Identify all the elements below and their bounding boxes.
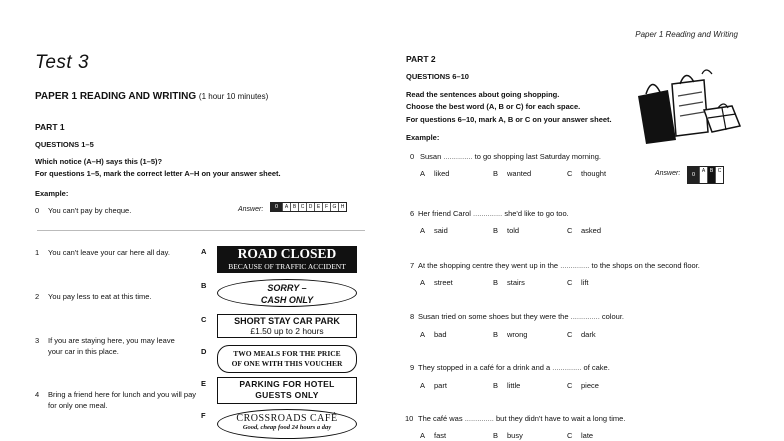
option-text: liked	[434, 169, 450, 178]
question-text-after: to go shopping last Saturday morning.	[474, 152, 601, 161]
answer-blank: ..............	[464, 414, 494, 423]
running-header: Paper 1 Reading and Writing	[635, 30, 738, 39]
answer-cell-b: B	[708, 167, 716, 183]
option-text: late	[581, 431, 594, 440]
question-text-before: They stopped in a café for a drink and a	[418, 363, 551, 372]
part1-divider	[37, 230, 365, 231]
question-text	[418, 260, 700, 271]
option-text: asked	[581, 226, 602, 235]
option-letter: A	[420, 278, 426, 287]
option-letter: B	[493, 381, 499, 390]
question-text-after: but they didn't have to wait a long time.	[495, 414, 626, 423]
question-number: 1	[35, 248, 40, 257]
option-text: thought	[581, 169, 607, 178]
question-number: 10	[405, 414, 414, 423]
question-text	[418, 362, 610, 373]
option-text: street	[434, 278, 453, 287]
notice-b-line2: CASH ONLY	[260, 295, 314, 305]
shopping-bags-illustration	[632, 66, 750, 146]
notice-c-line1: SHORT STAY CAR PARK	[234, 316, 340, 326]
part1-answer-label: Answer:	[238, 206, 264, 213]
notice-f	[217, 409, 357, 439]
question-text-after: of cake.	[583, 363, 610, 372]
notice-e-line1: PARKING FOR HOTEL	[239, 379, 335, 389]
paper-title	[35, 91, 268, 102]
question-number: 4	[35, 390, 40, 399]
option-letter: C	[567, 278, 573, 287]
answer-cell-d: D	[307, 203, 315, 211]
part1-title: PART 1	[35, 122, 65, 132]
question-text	[418, 311, 624, 322]
option-text: said	[434, 226, 448, 235]
answer-cell-e: E	[315, 203, 323, 211]
question-text-after: colour.	[601, 312, 624, 321]
question-number: 7	[410, 261, 415, 270]
answer-grid-number: 0	[271, 203, 283, 211]
notice-a	[217, 246, 357, 273]
answer-blank: ..............	[552, 363, 582, 372]
option-letter: C	[567, 330, 573, 339]
answer-blank: ..............	[560, 261, 590, 270]
option-letter: C	[567, 226, 573, 235]
notice-d-line1: TWO MEALS FOR THE PRICE	[233, 349, 341, 358]
notice-letter: B	[201, 281, 207, 290]
part1-example-number: 0	[35, 206, 40, 215]
option-text: told	[507, 226, 520, 235]
answer-cell-a: A	[700, 167, 708, 183]
option-letter: B	[493, 330, 499, 339]
notice-letter: A	[201, 247, 207, 256]
notice-d	[217, 345, 357, 373]
option-letter: A	[420, 381, 426, 390]
question-number: 0	[410, 152, 415, 161]
option-letter: A	[420, 226, 426, 235]
answer-cell-h: H	[340, 204, 345, 210]
notice-a-line2: BECAUSE OF TRAFFIC ACCIDENT	[228, 262, 346, 271]
part2-instruction-1: Read the sentences about going shopping.	[406, 90, 560, 99]
question-number: 2	[35, 292, 40, 301]
part1-instruction-1: Which notice (A–H) says this (1–5)?	[35, 157, 163, 166]
option-letter: C	[567, 381, 573, 390]
option-text: part	[434, 381, 447, 390]
notice-d-line2: OF ONE WITH THIS VOUCHER	[231, 359, 343, 368]
question-text-after: to the shops on the second floor.	[591, 261, 700, 270]
option-text: dark	[581, 330, 596, 339]
option-letter: A	[420, 431, 426, 440]
notice-b	[217, 279, 357, 307]
question-text-before: Her friend Carol	[418, 209, 471, 218]
notice-letter: C	[201, 315, 207, 324]
question-text	[418, 208, 569, 219]
notice-b-line1: SORRY –	[267, 283, 307, 293]
notice-e	[217, 377, 357, 404]
answer-cell-f: F	[323, 203, 331, 211]
option-text: fast	[434, 431, 447, 440]
notice-e-line2: GUESTS ONLY	[255, 390, 319, 400]
option-text: stairs	[507, 278, 525, 287]
notice-letter: D	[201, 347, 207, 356]
answer-blank: ..............	[570, 312, 600, 321]
option-text: busy	[507, 431, 523, 440]
question-number: 3	[35, 336, 40, 345]
question-number: 6	[410, 209, 415, 218]
part2-example-label: Example:	[406, 133, 440, 142]
part1-example-text: You can't pay by cheque.	[48, 206, 132, 215]
option-letter: B	[493, 226, 499, 235]
notice-letter: E	[201, 379, 207, 388]
paper-duration: (1 hour 10 minutes)	[198, 92, 269, 101]
question-text: If you are staying here, you may leave your car in this place.	[48, 336, 175, 356]
notice-f-line1: CROSSROADS CAFÉ	[236, 413, 338, 424]
question-text: You pay less to eat at this time.	[48, 292, 152, 301]
answer-blank: ..............	[473, 209, 503, 218]
question-number: 9	[410, 363, 415, 372]
option-letter: A	[420, 169, 426, 178]
option-letter: B	[493, 278, 499, 287]
option-letter: A	[420, 330, 426, 339]
notice-c	[217, 314, 357, 338]
part2-title: PART 2	[406, 54, 436, 64]
question-text	[418, 413, 625, 424]
answer-cell-g: G	[331, 203, 339, 211]
question-text-before: The café was	[418, 414, 463, 423]
answer-cell-c: C	[299, 203, 307, 211]
question-text-before: Susan	[420, 152, 442, 161]
answer-cell-a: A	[283, 203, 291, 211]
option-letter: B	[493, 431, 499, 440]
answer-cell-c: C	[717, 168, 722, 174]
option-text: bad	[434, 330, 447, 339]
notice-c-line2: £1.50 up to 2 hours	[250, 326, 324, 336]
paper-name: PAPER 1 READING AND WRITING	[35, 91, 197, 102]
part1-questions: QUESTIONS 1–5	[35, 140, 94, 149]
question-text: You can't leave your car here all day.	[48, 248, 170, 257]
question-text: Bring a friend here for lunch and you will pay for only one meal.	[48, 390, 197, 410]
part1-example-label: Example:	[35, 189, 69, 198]
notice-f-line2: Good, cheap food 24 hours a day	[242, 424, 332, 431]
option-text: little	[507, 381, 521, 390]
question-number: 8	[410, 312, 415, 321]
part2-answer-grid	[687, 166, 724, 184]
part2-instruction-2: Choose the best word (A, B or C) for each space.	[406, 102, 581, 111]
answer-cell-b: B	[291, 203, 299, 211]
question-text-after: she'd like to go too.	[504, 209, 569, 218]
part1-instruction-2: For questions 1–5, mark the correct letter A–H on your answer sheet.	[35, 169, 281, 178]
option-text: wanted	[507, 169, 532, 178]
test-title: Test 3	[35, 52, 90, 73]
option-letter: C	[567, 169, 573, 178]
option-letter: C	[567, 431, 573, 440]
notice-letter: F	[201, 411, 206, 420]
option-text: piece	[581, 381, 599, 390]
option-letter: B	[493, 169, 499, 178]
answer-grid-number: 0	[688, 167, 700, 183]
option-text: wrong	[507, 330, 528, 339]
notice-a-line1: ROAD CLOSED	[237, 246, 337, 261]
option-text: lift	[581, 278, 589, 287]
question-text	[420, 151, 601, 162]
part2-instruction-3: For questions 6–10, mark A, B or C on your answer sheet.	[406, 115, 612, 124]
part2-answer-label: Answer:	[655, 170, 681, 177]
question-text-before: Susan tried on some shoes but they were the	[418, 312, 569, 321]
part2-questions: QUESTIONS 6–10	[406, 72, 469, 81]
answer-blank: ..............	[443, 152, 473, 161]
part1-answer-grid	[270, 202, 347, 212]
question-text-before: At the shopping centre they went up in the	[418, 261, 559, 270]
